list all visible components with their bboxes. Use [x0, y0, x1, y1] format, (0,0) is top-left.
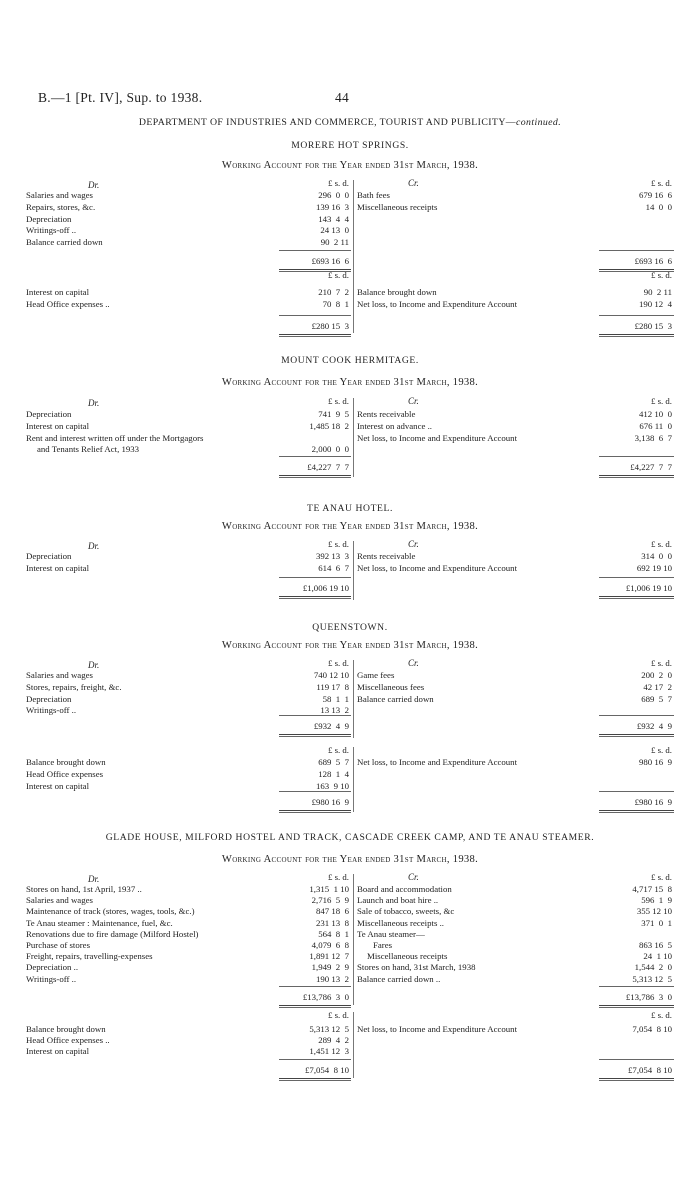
dr-item-amount: 740 12 10: [313, 670, 349, 680]
double-total-rule: [599, 334, 674, 335]
dr-item-label: Salaries and wages: [26, 190, 93, 200]
dr-item-amount: 24 13 0: [320, 225, 349, 236]
page-number: 44: [335, 90, 350, 105]
cr-item-label: Net loss, to Income and Expenditure Account: [357, 1024, 518, 1034]
lsd-heading: £ s. d.: [327, 178, 349, 188]
double-total-rule: [279, 736, 351, 737]
dr-total: £980 16 9: [311, 797, 349, 807]
cr-item-amount: 5,313 12 5: [632, 973, 672, 984]
working-account-heading: Working Account for the Year ended 31st March, 1938.: [221, 377, 479, 388]
double-total-rule: [279, 734, 351, 735]
total-rule: [279, 577, 351, 578]
double-total-rule: [279, 598, 351, 599]
dr-item-amount: 1,949 2 9: [311, 962, 349, 973]
dr-item-amount: 163 9 10: [316, 780, 349, 791]
lsd-heading: £ s. d.: [327, 872, 349, 882]
cr-item-label: Bath fees: [357, 190, 390, 200]
dr-item-label: Writings-off ..: [26, 705, 77, 716]
cr-item-label: Net loss, to Income and Expenditure Account: [357, 298, 518, 309]
column-rule: [353, 747, 354, 812]
cr-item-amount: 596 1 9: [641, 895, 672, 906]
working-account-heading: Working Account for the Year ended 31st March, 1938.: [221, 521, 479, 532]
dr-total: £280 15 3: [311, 321, 349, 331]
cr-item-amount: 24 1 10: [643, 951, 672, 962]
column-rule: [353, 272, 354, 333]
cr-total: £693 16 6: [634, 256, 672, 266]
dr-item-amount: 5,313 12 5: [309, 1024, 349, 1034]
section-title: MOUNT COOK HERMITAGE.: [281, 355, 419, 366]
column-rule: [353, 1012, 354, 1078]
dr-item-label: Head Office expenses ..: [26, 1035, 110, 1046]
double-total-rule: [279, 475, 351, 476]
dr-item-amount: 143 4 4: [318, 213, 349, 224]
cr-item-amount: 190 12 4: [639, 298, 672, 309]
double-total-rule: [599, 475, 674, 476]
dr-item-amount: 2,716 5 9: [311, 895, 349, 906]
section-title: MORERE HOT SPRINGS.: [291, 140, 409, 151]
dr-item-label: Head Office expenses ..: [26, 298, 110, 309]
double-total-rule: [279, 477, 351, 478]
cr-total: £280 15 3: [634, 321, 672, 331]
dr-item-amount: 392 13 3: [316, 551, 349, 561]
dr-item-amount: 190 13 2: [316, 973, 349, 984]
cr-heading: Cr.: [408, 539, 419, 549]
dr-item-label: Stores on hand, 1st April, 1937 ..: [26, 884, 142, 894]
cr-item-label: Miscellaneous receipts: [367, 951, 448, 962]
total-rule: [279, 456, 351, 457]
dr-item-label: Depreciation: [26, 213, 72, 224]
cr-item-label: Miscellaneous fees: [357, 681, 425, 692]
double-total-rule: [599, 1080, 674, 1081]
lsd-heading: £ s. d.: [650, 658, 672, 668]
cr-item-label: Miscellaneous receipts ..: [357, 917, 444, 928]
cr-item-label: Rents receivable: [357, 409, 416, 419]
dr-item-label: Stores, repairs, freight, &c.: [26, 681, 122, 692]
cr-item-label: Miscellaneous receipts: [357, 201, 438, 212]
column-rule: [353, 541, 354, 600]
dr-item-label: Repairs, stores, &c.: [26, 201, 96, 212]
dr-item-label: Interest on capital: [26, 562, 90, 573]
double-total-rule: [599, 1007, 674, 1008]
dr-item-amount: 2,000 0 0: [311, 444, 349, 455]
double-total-rule: [279, 1005, 351, 1006]
dr-total: £13,786 3 0: [302, 992, 349, 1002]
cr-item-label: Balance carried down ..: [357, 973, 441, 984]
cr-item-label: Te Anau steamer—: [357, 928, 425, 939]
lsd-heading: £ s. d.: [650, 178, 672, 188]
dr-item-label: Head Office expenses: [26, 768, 104, 779]
cr-item-label: Net loss, to Income and Expenditure Account: [357, 432, 518, 443]
dr-item-amount: 1,891 12 7: [309, 951, 349, 962]
dr-item-label: Depreciation: [26, 693, 72, 704]
cr-heading: Cr.: [408, 658, 419, 668]
total-rule: [279, 315, 351, 316]
lsd-heading: £ s. d.: [650, 539, 672, 549]
cr-item-amount: 679 16 6: [639, 190, 672, 200]
cr-item-amount: 42 17 2: [643, 681, 672, 692]
cr-item-amount: 689 5 7: [641, 693, 672, 704]
dr-item-label: Interest on capital: [26, 1046, 90, 1057]
total-rule: [279, 250, 351, 251]
dr-item-label: Depreciation: [26, 409, 72, 419]
total-rule: [279, 791, 351, 792]
cr-total: £7,054 8 10: [628, 1065, 672, 1075]
dr-item-label: Salaries and wages: [26, 670, 93, 680]
department-title: DEPARTMENT OF INDUSTRIES AND COMMERCE, TOURIST AND PUBLICITY—continued.: [138, 117, 562, 128]
dr-item-label: Balance brought down: [26, 757, 106, 767]
cr-item-amount: 692 19 10: [636, 562, 672, 573]
lsd-heading: £ s. d.: [650, 745, 672, 755]
cr-item-label: Fares: [373, 940, 393, 950]
cr-item-amount: 14 0 0: [645, 201, 672, 212]
dr-item-amount: 70 8 1: [322, 298, 349, 309]
cr-total: £932 4 9: [636, 721, 672, 731]
cr-heading: Cr.: [408, 396, 419, 406]
dr-item-label: Balance brought down: [26, 1024, 106, 1034]
cr-item-label: Game fees: [357, 670, 395, 680]
cr-item-amount: 200 2 0: [641, 670, 672, 680]
cr-item-label: Launch and boat hire ..: [357, 895, 439, 906]
cr-item-label: Net loss, to Income and Expenditure Account: [357, 562, 518, 573]
running-header: B.—1 [Pt. IV], Sup. to 1938.: [38, 90, 203, 105]
dr-item-label: and Tenants Relief Act, 1933: [37, 444, 140, 455]
cr-item-label: Net loss, to Income and Expenditure Account: [357, 757, 518, 767]
cr-item-amount: 90 2 11: [643, 287, 672, 297]
dr-item-amount: 58 1 1: [322, 693, 349, 704]
cr-heading: Cr.: [408, 872, 419, 882]
dr-total: £7,054 8 10: [305, 1065, 349, 1075]
column-rule: [353, 874, 354, 1005]
dr-total: £693 16 6: [311, 256, 349, 266]
cr-item-amount: 314 0 0: [641, 551, 672, 561]
dr-item-label: Renovations due to fire damage (Milford Hostel): [26, 928, 199, 939]
double-total-rule: [599, 734, 674, 735]
dr-item-label: Interest on capital: [26, 780, 90, 791]
dr-item-amount: 90 2 11: [320, 237, 349, 248]
cr-item-amount: 3,138 6 7: [634, 432, 672, 443]
cr-item-amount: 355 12 10: [636, 906, 672, 917]
total-rule: [279, 986, 351, 987]
lsd-heading: £ s. d.: [327, 270, 349, 280]
total-rule: [599, 315, 674, 316]
total-rule: [599, 986, 674, 987]
total-rule: [279, 715, 351, 716]
dr-item-label: Te Anau steamer : Maintenance, fuel, &c.: [26, 917, 173, 928]
cr-total: £13,786 3 0: [625, 992, 672, 1002]
dr-item-amount: 4,079 6 8: [311, 940, 349, 950]
dr-item-amount: 13 13 2: [320, 705, 349, 716]
double-total-rule: [599, 596, 674, 597]
dr-item-label: Interest on capital: [26, 287, 90, 297]
dr-item-amount: 689 5 7: [318, 757, 349, 767]
column-rule: [353, 398, 354, 477]
dr-item-amount: 139 16 3: [316, 201, 349, 212]
cr-heading: Cr.: [408, 178, 419, 188]
total-rule: [599, 715, 674, 716]
double-total-rule: [279, 334, 351, 335]
section-title: TE ANAU HOTEL.: [307, 503, 393, 514]
dr-item-amount: 289 4 2: [318, 1035, 349, 1046]
cr-item-label: Stores on hand, 31st March, 1938: [357, 962, 476, 973]
dr-item-amount: 847 18 6: [316, 906, 349, 917]
cr-item-label: Sale of tobacco, sweets, &c: [357, 906, 455, 917]
dr-item-label: Interest on capital: [26, 420, 90, 431]
dr-total: £4,227 7 7: [307, 462, 349, 472]
dr-item-label: Maintenance of track (stores, wages, tools, &c.): [26, 906, 195, 917]
working-account-heading: Working Account for the Year ended 31st March, 1938.: [221, 640, 479, 651]
cr-total: £980 16 9: [634, 797, 672, 807]
column-rule: [353, 180, 354, 276]
double-total-rule: [599, 598, 674, 599]
lsd-heading: £ s. d.: [327, 745, 349, 755]
dr-item-label: Freight, repairs, travelling-expenses: [26, 951, 153, 962]
double-total-rule: [599, 812, 674, 813]
dr-heading: Dr.: [88, 874, 100, 884]
dr-item-label: Rent and interest written off under the Mortgagors: [26, 432, 204, 443]
total-rule: [599, 250, 674, 251]
total-rule: [599, 1059, 674, 1060]
dr-item-amount: 231 13 8: [316, 917, 349, 928]
dr-item-amount: 1,315 1 10: [309, 884, 349, 894]
working-account-heading: Working Account for the Year ended 31st March, 1938.: [221, 160, 479, 171]
dr-item-label: Balance carried down: [26, 237, 103, 248]
lsd-heading: £ s. d.: [650, 1010, 672, 1020]
dr-item-amount: 741 9 5: [318, 409, 349, 419]
dr-item-label: Depreciation ..: [26, 962, 79, 973]
lsd-heading: £ s. d.: [650, 872, 672, 882]
dr-item-label: Writings-off ..: [26, 973, 77, 984]
dr-item-amount: 1,451 12 3: [309, 1046, 349, 1057]
dr-item-amount: 128 1 4: [318, 768, 349, 779]
total-rule: [599, 577, 674, 578]
cr-item-amount: 980 16 9: [639, 757, 672, 767]
dr-item-amount: 614 6 7: [318, 562, 349, 573]
double-total-rule: [599, 736, 674, 737]
lsd-heading: £ s. d.: [327, 539, 349, 549]
section-title: QUEENSTOWN.: [312, 622, 388, 633]
cr-total: £4,227 7 7: [630, 462, 672, 472]
double-total-rule: [279, 1078, 351, 1079]
double-total-rule: [279, 810, 351, 811]
dr-item-amount: 564 8 1: [318, 928, 349, 939]
dr-item-label: Depreciation: [26, 551, 72, 561]
working-account-heading: Working Account for the Year ended 31st March, 1938.: [221, 854, 479, 865]
dr-item-label: Salaries and wages: [26, 895, 93, 906]
lsd-heading: £ s. d.: [650, 270, 672, 280]
dr-item-amount: 296 0 0: [318, 190, 349, 200]
dr-total: £932 4 9: [313, 721, 349, 731]
cr-item-label: Balance carried down: [357, 693, 434, 704]
double-total-rule: [279, 1007, 351, 1008]
total-rule: [279, 1059, 351, 1060]
double-total-rule: [599, 810, 674, 811]
cr-item-amount: 7,054 8 10: [632, 1024, 672, 1034]
dr-item-amount: 210 7 2: [318, 287, 349, 297]
lsd-heading: £ s. d.: [327, 658, 349, 668]
dr-item-label: Purchase of stores: [26, 940, 91, 950]
cr-item-label: Interest on advance ..: [357, 420, 432, 431]
double-total-rule: [279, 1080, 351, 1081]
cr-item-label: Rents receivable: [357, 551, 416, 561]
double-total-rule: [279, 812, 351, 813]
dr-heading: Dr.: [88, 660, 100, 670]
cr-item-amount: 4,717 15 8: [632, 884, 672, 894]
cr-total: £1,006 19 10: [625, 583, 672, 593]
column-rule: [353, 660, 354, 738]
section-title: GLADE HOUSE, MILFORD HOSTEL AND TRACK, CASCADE CREEK CAMP, AND TE ANAU STEAMER.: [105, 832, 595, 843]
cr-item-amount: 1,544 2 0: [634, 962, 672, 973]
double-total-rule: [599, 1078, 674, 1079]
cr-item-amount: 676 11 0: [639, 420, 672, 431]
lsd-heading: £ s. d.: [327, 1010, 349, 1020]
cr-item-amount: 863 16 5: [639, 940, 672, 950]
dr-item-amount: 1,485 18 2: [309, 420, 349, 431]
cr-item-amount: 412 10 0: [639, 409, 672, 419]
double-total-rule: [279, 596, 351, 597]
dr-item-label: Writings-off ..: [26, 225, 77, 236]
cr-item-amount: 371 0 1: [641, 917, 672, 928]
total-rule: [599, 791, 674, 792]
double-total-rule: [599, 1005, 674, 1006]
cr-item-label: Balance brought down: [357, 287, 437, 297]
dr-item-amount: 119 17 8: [316, 681, 349, 692]
lsd-heading: £ s. d.: [650, 396, 672, 406]
double-total-rule: [599, 336, 674, 337]
total-rule: [599, 456, 674, 457]
dr-heading: Dr.: [88, 180, 100, 190]
dr-heading: Dr.: [88, 541, 100, 551]
cr-item-label: Board and accommodation: [357, 884, 452, 894]
double-total-rule: [599, 477, 674, 478]
lsd-heading: £ s. d.: [327, 396, 349, 406]
dr-total: £1,006 19 10: [302, 583, 349, 593]
double-total-rule: [279, 336, 351, 337]
dr-heading: Dr.: [88, 398, 100, 408]
